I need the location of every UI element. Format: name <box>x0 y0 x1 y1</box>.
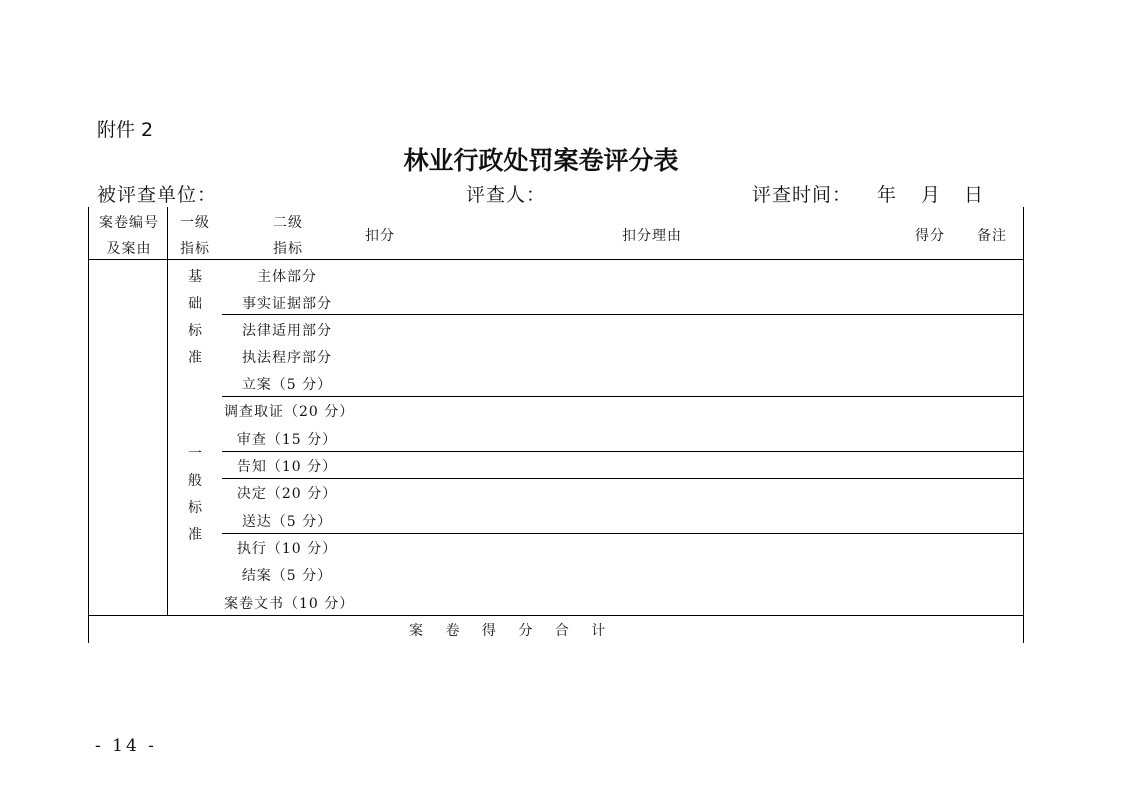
header-deduction-reason: 扣分理由 <box>622 228 682 244</box>
row-rule <box>222 451 1024 452</box>
indicator-row: 调查取证（20 分） <box>224 404 355 420</box>
page-title: 林业行政处罚案卷评分表 <box>403 146 679 175</box>
indicator-row: 主体部分 <box>257 269 317 285</box>
row-rule <box>222 478 1024 479</box>
table-left-border <box>88 207 89 643</box>
indicator-row: 结案（5 分） <box>241 568 333 584</box>
header-deduction: 扣分 <box>365 228 395 244</box>
header-bottom-rule <box>88 259 1024 260</box>
level1-general-standard: 一 般 标 准 <box>188 446 202 543</box>
row-rule <box>222 533 1024 534</box>
month-label: 月 <box>921 184 942 206</box>
indicator-row: 立案（5 分） <box>241 377 333 393</box>
row-rule <box>222 314 1024 315</box>
header-score: 得分 <box>915 228 945 244</box>
header-level1-indicator: 指标 <box>180 241 210 257</box>
indicator-row: 事实证据部分 <box>242 296 332 312</box>
row-rule <box>222 396 1024 397</box>
indicator-row: 审查（15 分） <box>236 432 338 448</box>
review-time-label: 评查时间： <box>752 184 853 206</box>
header-level1: 一级 <box>180 215 210 231</box>
header-case-cause: 及案由 <box>106 241 152 257</box>
header-level2-indicator: 指标 <box>273 241 303 257</box>
total-score-label: 案 卷 得 分 合 计 <box>409 623 615 639</box>
table-right-border <box>1023 207 1024 643</box>
indicator-row: 送达（5 分） <box>241 514 333 530</box>
day-label: 日 <box>964 184 985 206</box>
reviewer-label: 评查人： <box>466 184 547 206</box>
indicator-row: 决定（20 分） <box>236 486 338 502</box>
page-number: - 14 - <box>95 736 157 756</box>
header-level2: 二级 <box>273 215 303 231</box>
header-case-number: 案卷编号 <box>99 215 159 231</box>
header-remark: 备注 <box>977 228 1007 244</box>
indicator-row: 告知（10 分） <box>236 459 338 475</box>
indicator-row: 执行（10 分） <box>236 541 338 557</box>
reviewed-unit-label: 被评查单位： <box>97 184 218 206</box>
total-top-rule <box>88 615 1024 616</box>
indicator-row: 法律适用部分 <box>242 323 332 339</box>
attachment-label: 附件 2 <box>97 119 154 141</box>
level1-basic-standard: 基 础 标 准 <box>188 269 202 366</box>
year-label: 年 <box>877 184 898 206</box>
indicator-row: 执法程序部分 <box>242 350 332 366</box>
indicator-row: 案卷文书（10 分） <box>224 596 355 612</box>
